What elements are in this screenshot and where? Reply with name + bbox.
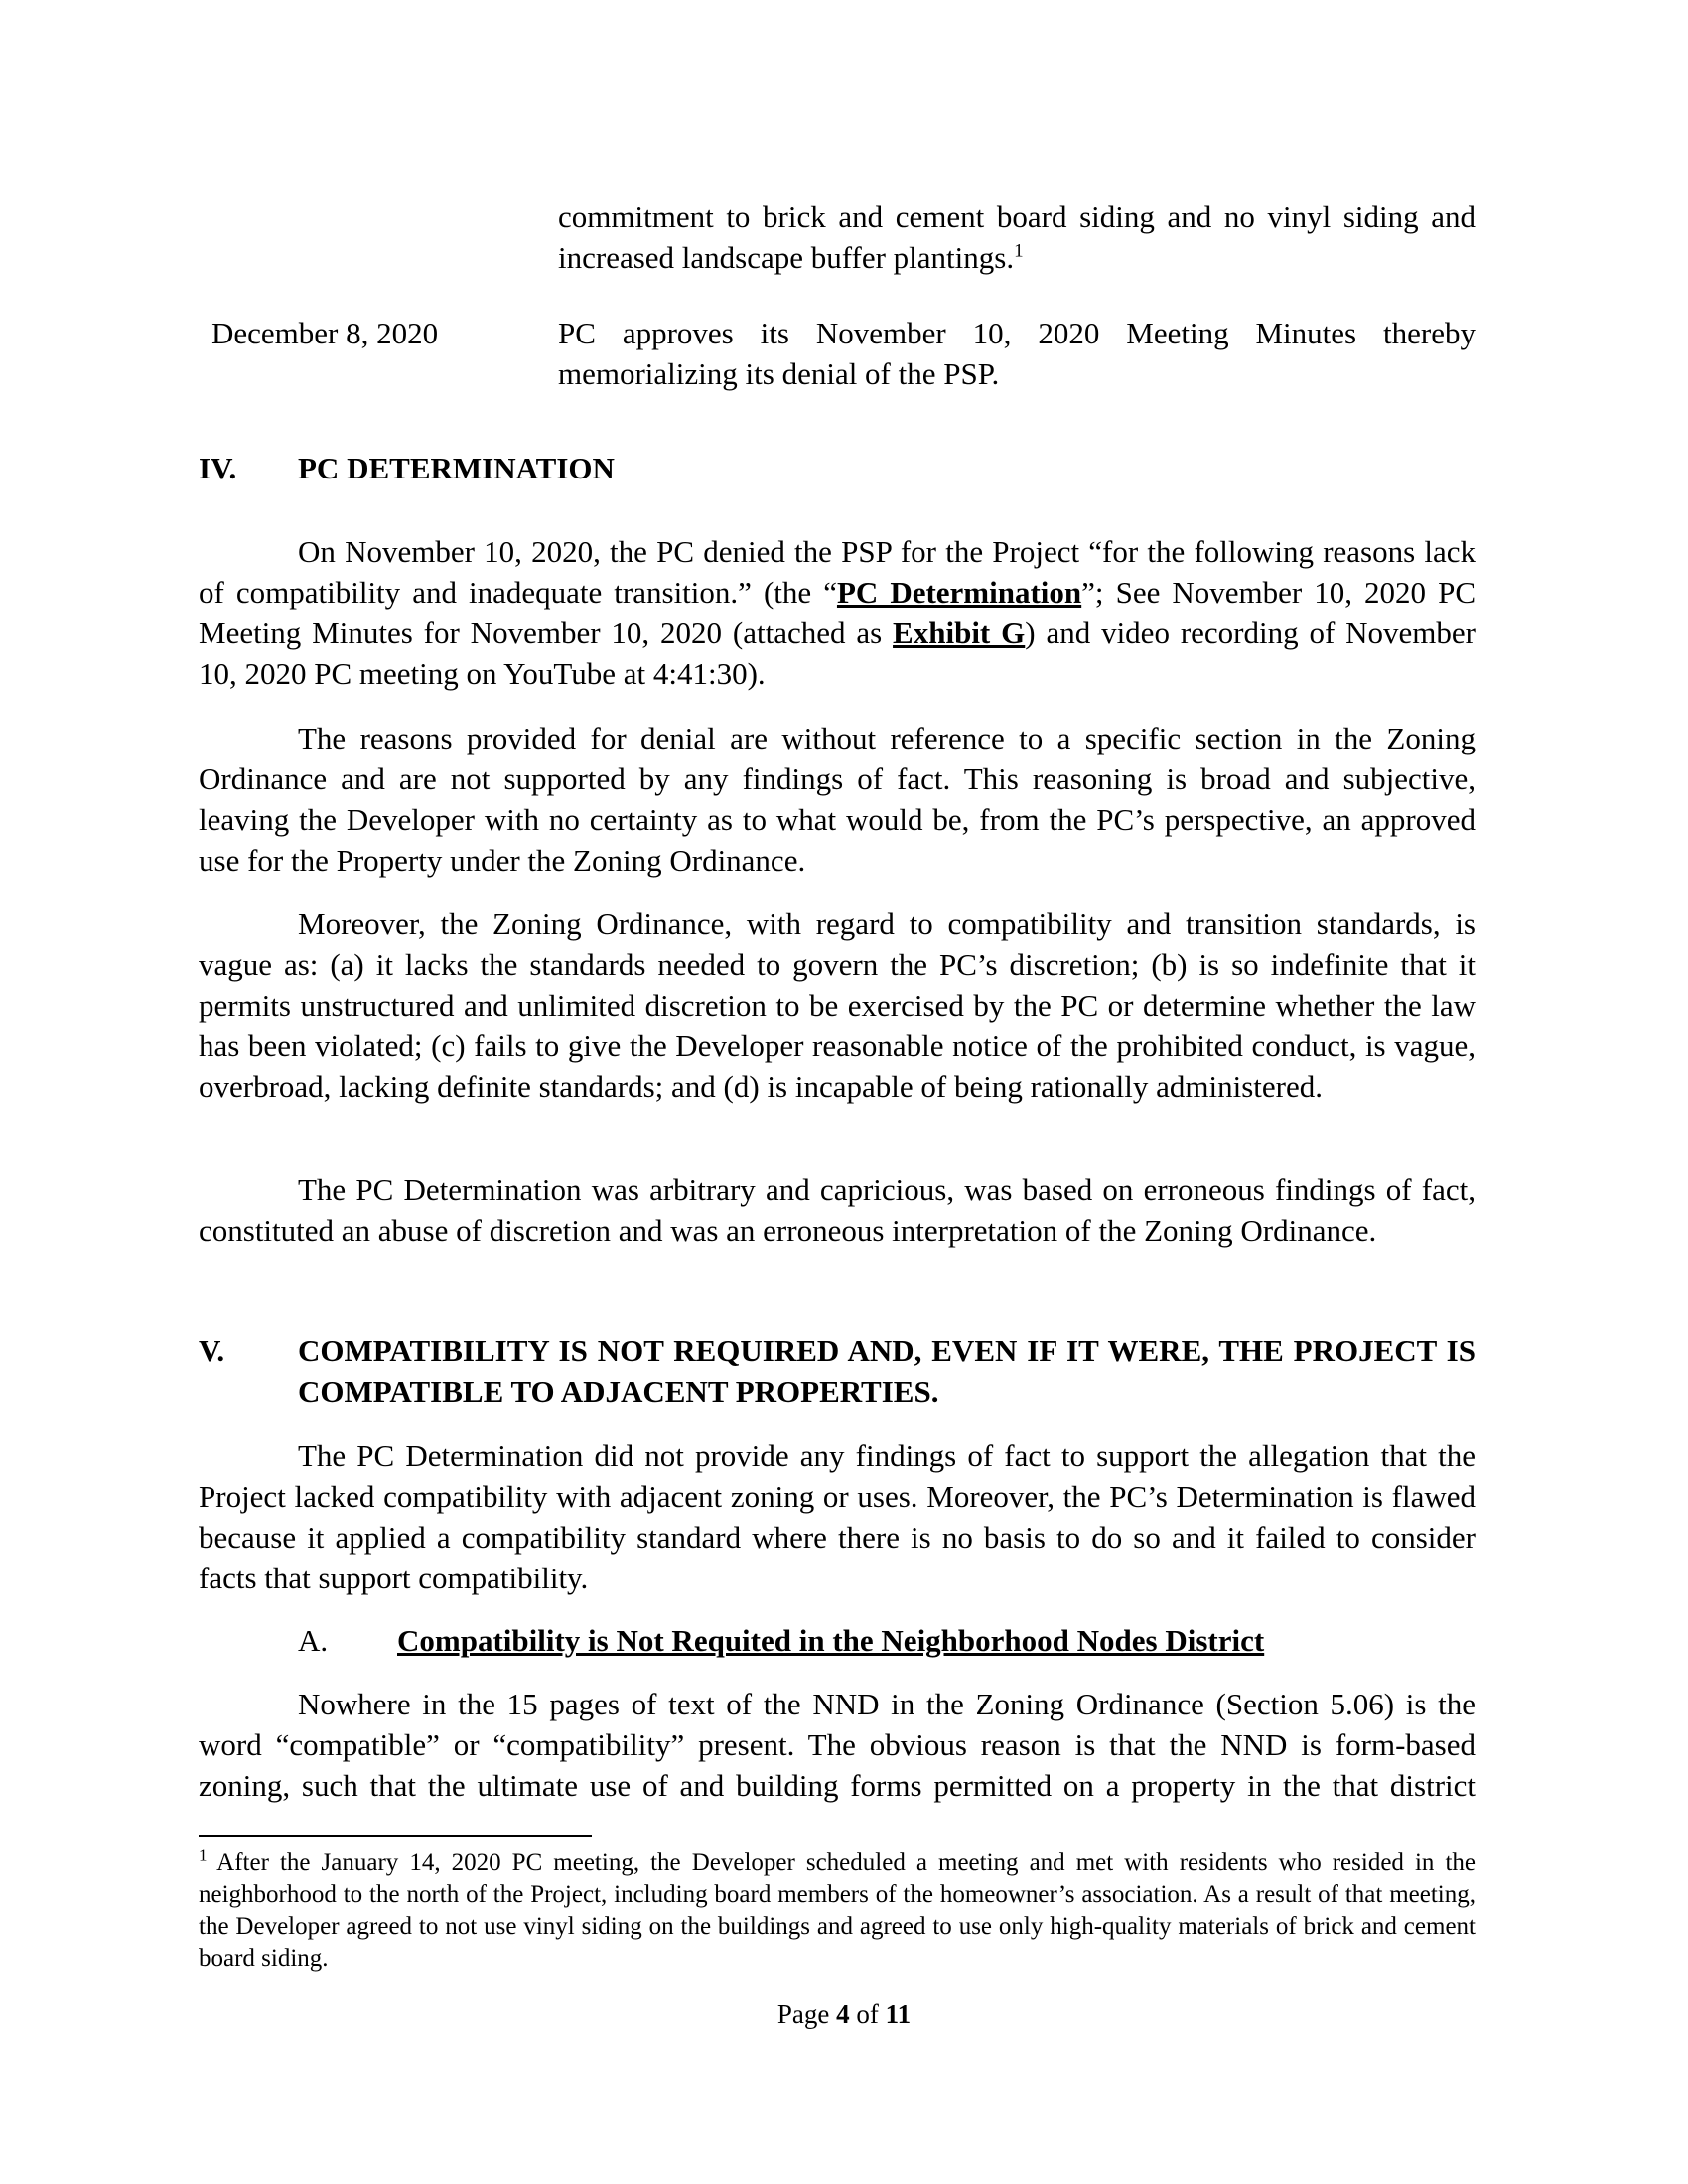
section-v-heading — [199, 1330, 1476, 1412]
footnote-marker: 1 — [199, 1845, 208, 1865]
timeline-description: PC approves its November 10, 2020 Meeting Minutes thereby memorializing its denial of the PSP. — [558, 316, 1476, 391]
footnote-reference: 1 — [1014, 240, 1024, 262]
paragraph-text: On November 10, 2020, the PC denied the PSP for the Project “for the following reasons lack of compatibility and inadequate transition.” (the “ — [199, 534, 1476, 610]
footnote-text: After the January 14, 2020 PC meeting, the Developer scheduled a meeting and met with residents who resided in the neighborhood to the north of the Project, including board members of the homeowner’s association. As a result of that meeting, the Developer agreed to not use vinyl siding on the buildings and agreed to use only high-quality materials of brick and cement board siding. — [199, 1849, 1476, 1972]
page-of-label: of — [849, 1999, 886, 2029]
paragraph-text: ) and video recording of November 10, 2020 PC meeting on YouTube at 4:41:30). — [199, 615, 1477, 691]
section-v-paragraph-1: The PC Determination did not provide any findings of fact to support the allegation that the Project lacked compatibility with adjacent zoning or uses. Moreover, the PC’s Determination is flawed because it applied a compatibility standard where there is no basis to do so and it failed to consider facts that support compatibility. — [199, 1438, 1476, 1595]
page-total: 11 — [885, 1999, 912, 2029]
page-current: 4 — [836, 1999, 850, 2029]
footnote-separator — [199, 1835, 592, 1837]
page-label: Page — [776, 1999, 837, 2029]
paragraph-text: ”; See November 10, 2020 PC Meeting Minutes for November 10, 2020 (attached as — [199, 575, 1477, 650]
section-v-number: V. — [199, 1333, 225, 1368]
section-iv-heading — [199, 448, 1476, 488]
exhibit-g-reference: Exhibit G — [893, 615, 1026, 650]
timeline-row — [211, 313, 1476, 402]
defined-term-pc-determination: PC Determination — [836, 575, 1082, 610]
section-iv-title: PC DETERMINATION — [298, 451, 615, 485]
section-iv-paragraph-4: The PC Determination was arbitrary and capricious, was based on erroneous findings of fact, constituted an abuse of discretion and was an erroneous interpretation of the Zoning Ordinance. — [199, 1172, 1476, 1248]
section-v-title: COMPATIBILITY IS NOT REQUIRED AND, EVEN IF IT WERE, THE PROJECT IS COMPATIBLE TO ADJACENT PROPERTIES. — [298, 1333, 1476, 1409]
page-number — [0, 1997, 1688, 2031]
section-iv-number: IV. — [199, 451, 237, 485]
section-v-paragraph-2: Nowhere in the 15 pages of text of the NND in the Zoning Ordinance (Section 5.06) is the word “compatible” or “compatibility” present. The obvious reason is that the NND is form-based zoning, such that the ultimate use of and building forms permitted on a property in the that district — [199, 1687, 1476, 1803]
timeline-continuation — [558, 197, 1476, 278]
section-iv-paragraph-3: Moreover, the Zoning Ordinance, with regard to compatibility and transition standards, is vague as: (a) it lacks the standards needed to govern the PC’s discretion; (b) is so indefinite that it permits unstructured and unlimited discretion to be exercised by the PC or determine whether the law has been violated; (c) fails to give the Developer reasonable notice of the prohibited conduct, is vague, overbroad, lacking definite standards; and (d) is incapable of being rationally administered. — [199, 906, 1476, 1104]
subsection-a-title: Compatibility is Not Requited in the Neighborhood Nodes District — [397, 1623, 1265, 1658]
timeline-date: December 8, 2020 — [211, 316, 439, 350]
section-iv-paragraph-2: The reasons provided for denial are without reference to a specific section in the Zoning Ordinance and are not supported by any findings of fact. This reasoning is broad and subjective, leaving the Developer with no certainty as to what would be, from the PC’s perspective, an approved use for the Property under the Zoning Ordinance. — [199, 721, 1476, 878]
subsection-a-letter: A. — [298, 1623, 329, 1658]
timeline-continuation-text: commitment to brick and cement board siding and no vinyl siding and increased landscape buffer plantings. — [558, 200, 1476, 275]
section-iv-paragraph-1 — [199, 531, 1476, 694]
footnote-1 — [199, 1847, 1476, 1975]
